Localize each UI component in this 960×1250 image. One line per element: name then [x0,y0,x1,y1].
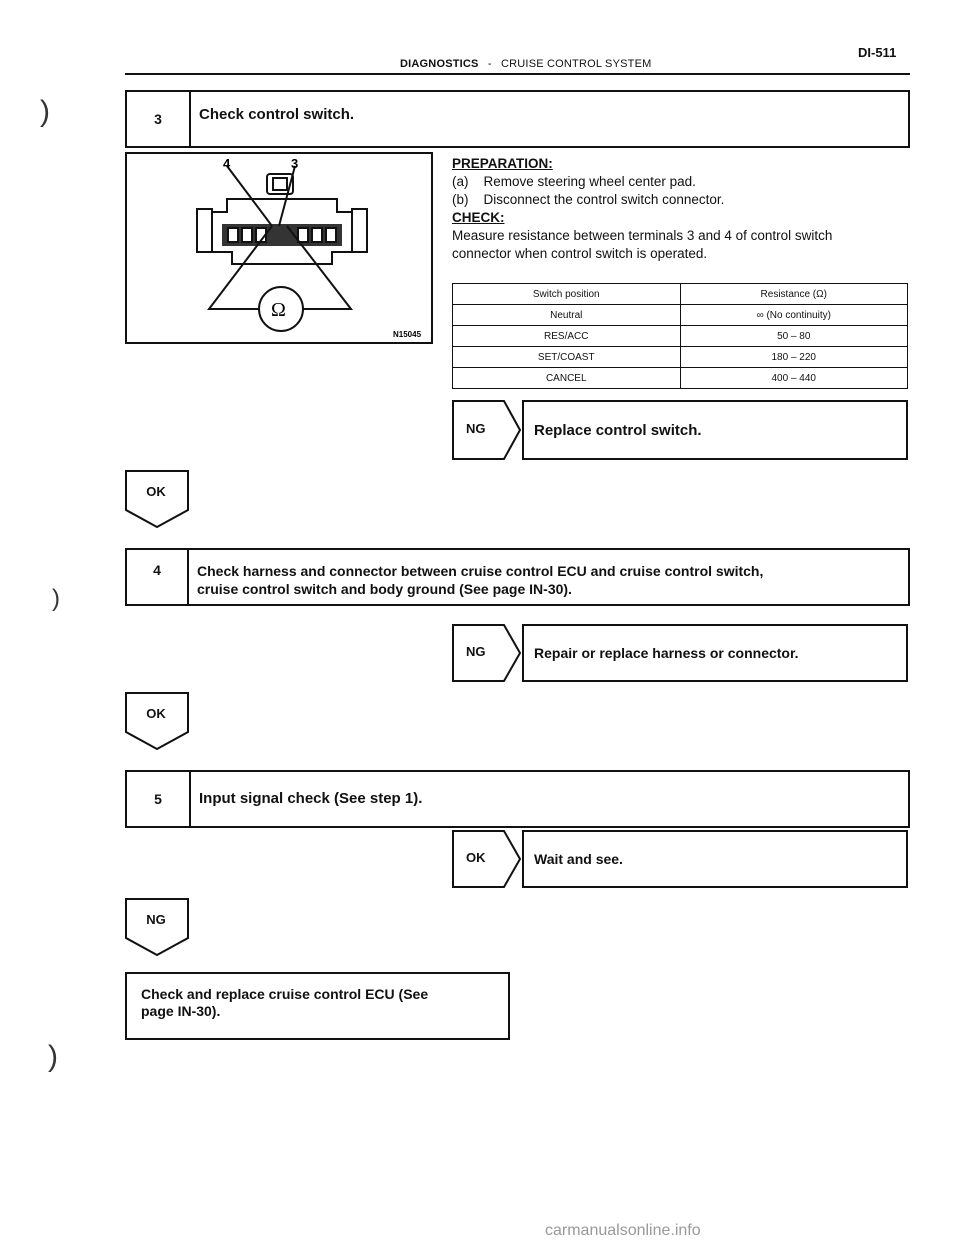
ng-arrow-shape [452,400,522,460]
ng-label: NG [466,644,486,659]
preparation-heading: PREPARATION: [452,156,553,171]
step-5-ok-result: Wait and see. [534,851,623,867]
ok-arrow-shape [125,470,189,528]
ok-arrow-shape [125,692,189,750]
check-line-1: Measure resistance between terminals 3 and 4 of control switch [452,228,833,243]
step-4-ng-result-box [522,624,908,682]
ng-label: NG [146,912,166,927]
step-5-ok-result-box [522,830,908,888]
header-rule [125,73,910,75]
step-3-box [125,90,910,148]
step-4-title [189,550,763,604]
table-row [453,368,908,389]
header-separator: - [487,58,492,70]
step-3-ok-arrow [125,470,189,528]
ng-arrow-shape [452,624,522,682]
step-4-number: 4 [127,550,189,604]
step-4-title-line-1: Check harness and connector between cruise control ECU and cruise control switch, [197,563,764,579]
ok-label: OK [466,850,486,865]
ng-arrow-shape [125,898,189,956]
step-3-title: Check control switch. [199,106,355,123]
ok-label: OK [146,706,166,721]
final-action-line-2: page IN-30). [141,1003,221,1019]
watermark: carmanualsonline.info [545,1222,701,1239]
prep-step-a: (a) Remove steering wheel center pad. [452,174,696,189]
step-3-ng-result: Replace control switch. [534,421,702,439]
step-5-ok-arrow [452,830,522,888]
table-row [453,305,908,326]
table-cell: RES/ACC [453,326,681,347]
table-cell: 400 – 440 [680,368,908,389]
table-cell: 180 – 220 [680,347,908,368]
final-action-line-1: Check and replace cruise control ECU (See [141,986,429,1002]
final-action-box [125,972,510,1040]
header-title [400,58,651,70]
table-cell: 50 – 80 [680,326,908,347]
step-4-ng-result: Repair or replace harness or connector. [534,645,799,661]
step-5-number: 5 [127,772,191,826]
figure-code: N15045 [393,330,422,339]
step-4-ok-arrow [125,692,189,750]
step-5-ng-arrow [125,898,189,956]
table-row [453,326,908,347]
step-4-box [125,548,910,606]
table-cell: SET/COAST [453,347,681,368]
step-3-instructions [452,155,912,263]
connector-figure [125,152,433,344]
table-header-row [453,284,908,305]
step-5-box [125,770,910,828]
ok-arrow-shape [452,830,522,888]
ng-label: NG [466,421,486,436]
table-cell: CANCEL [453,368,681,389]
pin-label-left: 4 [223,156,231,171]
connector-diagram [127,154,431,342]
pin-label-right: 3 [291,156,299,171]
header-subsection: CRUISE CONTROL SYSTEM [501,58,652,70]
step-4-ng-arrow [452,624,522,682]
ok-label: OK [146,484,166,499]
step-3-ng-arrow [452,400,522,460]
step-5-title: Input signal check (See step 1). [199,790,423,807]
table-header-resistance: Resistance (Ω) [680,284,908,305]
table-cell: ∞ (No continuity) [680,305,908,326]
page-code: DI-511 [858,45,897,60]
header-section: DIAGNOSTICS [400,58,479,70]
table-header-switch: Switch position [453,284,681,305]
step-3-number: 3 [127,92,191,146]
margin-mark-2: ) [52,585,60,612]
table-cell: Neutral [453,305,681,326]
prep-step-b: (b) Disconnect the control switch connector. [452,192,725,207]
ohmmeter-symbol: Ω [271,299,286,321]
resistance-table [452,283,908,389]
step-3-ng-result-box [522,400,908,460]
table-row [453,347,908,368]
margin-mark-3: ) [48,1040,58,1073]
check-line-2: connector when control switch is operated. [452,246,708,261]
margin-mark-1: ) [40,95,50,128]
check-heading: CHECK: [452,210,505,225]
step-4-title-line-2: cruise control switch and body ground (See page IN-30). [197,581,572,597]
